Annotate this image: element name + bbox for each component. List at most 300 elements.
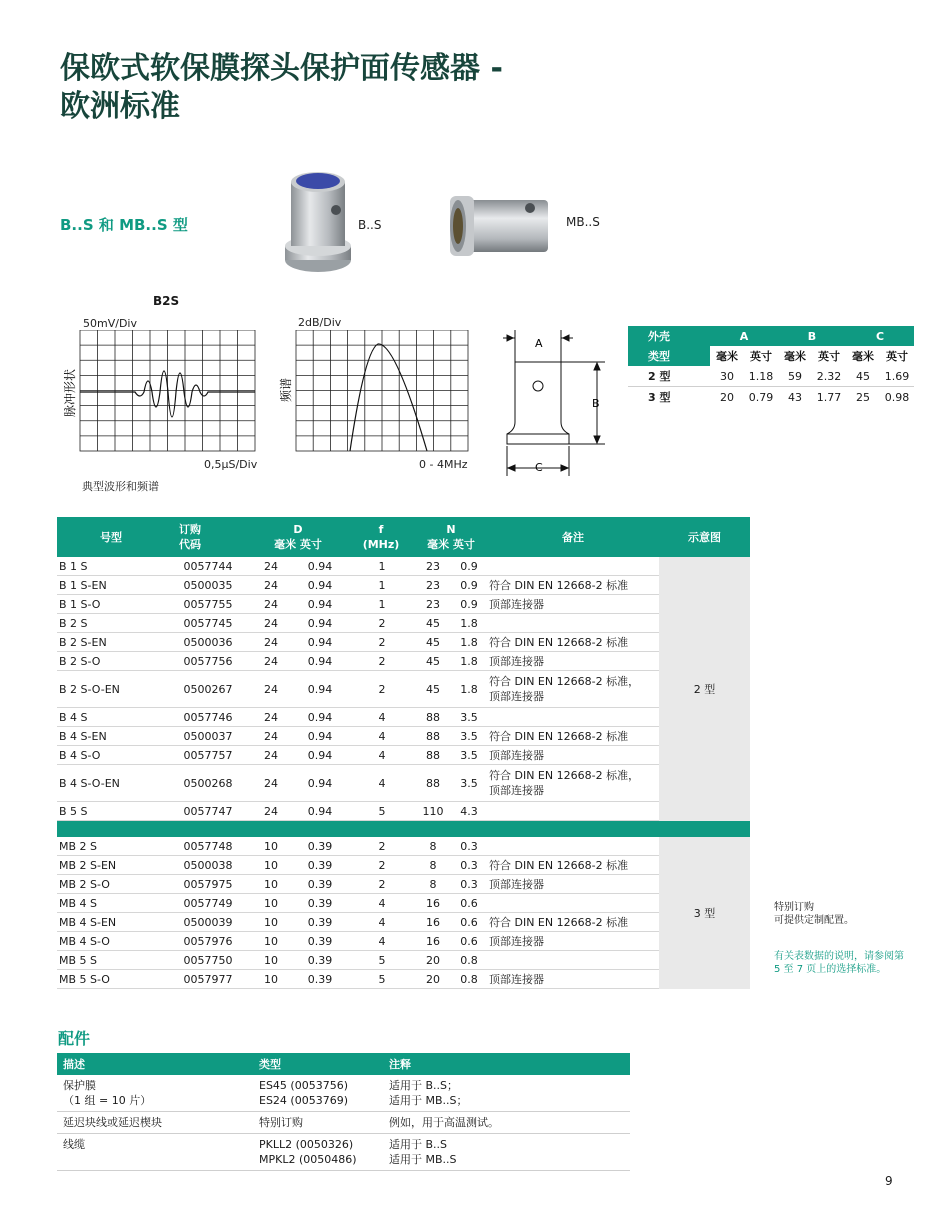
- remark-cell: [487, 614, 659, 633]
- dims-value: 43: [788, 390, 802, 404]
- dimension-table: [628, 326, 914, 407]
- col-f: [347, 517, 415, 557]
- accessory-note-line: 适用于 B..S；: [389, 1079, 459, 1092]
- n-mm-cell: 16: [415, 932, 449, 951]
- d-inch-cell: 0.94: [291, 614, 347, 633]
- pulse-scale-label: 50mV/Div: [83, 317, 137, 330]
- d-inch-cell: 0.39: [291, 970, 347, 989]
- d-mm-cell: 24: [249, 746, 291, 765]
- spectrum-grid: [296, 330, 468, 451]
- model-cell: B 1 S-EN: [57, 576, 165, 595]
- d-mm-cell: 10: [249, 970, 291, 989]
- d-mm-cell: 10: [249, 837, 291, 856]
- accessories-heading: 配件: [58, 1029, 91, 1048]
- page-title-line2: 欧洲标准: [60, 89, 180, 124]
- model-cell: B 2 S-EN: [57, 633, 165, 652]
- d-inch-cell: 0.94: [291, 727, 347, 746]
- group-separator: [57, 821, 750, 838]
- dim-label-a: A: [535, 337, 543, 350]
- dims-value: 1.69: [880, 366, 914, 387]
- dims-value: 45: [846, 366, 880, 387]
- col-diagram: 示意图: [659, 517, 750, 557]
- remark-line: 符合 DIN EN 12668-2 标准: [489, 858, 629, 872]
- table-row: [57, 576, 750, 595]
- dimension-drawing: [495, 330, 610, 478]
- accessory-row: [57, 1134, 630, 1171]
- model-cell: B 2 S: [57, 614, 165, 633]
- acc-col-type: 类型: [253, 1053, 383, 1075]
- remark-cell: [487, 595, 659, 614]
- d-inch-cell: 0.94: [291, 802, 347, 821]
- dims-unit: 毫米: [778, 346, 812, 366]
- order-code-cell: 0500039: [165, 913, 249, 932]
- accessory-type-cell: [253, 1134, 383, 1171]
- special-order-note: [774, 901, 854, 927]
- remark-cell: [487, 837, 659, 856]
- remark-line: 顶部连接器: [489, 934, 544, 948]
- bs-label: B..S: [358, 218, 382, 232]
- remark-cell: [487, 856, 659, 875]
- d-inch-cell: 0.94: [291, 633, 347, 652]
- n-mm-cell: 8: [415, 875, 449, 894]
- dims-type-header-1: 外壳: [628, 326, 710, 346]
- remark-cell: [487, 951, 659, 970]
- n-mm-cell: 45: [415, 652, 449, 671]
- remark-cell: [487, 652, 659, 671]
- d-mm-cell: 24: [249, 595, 291, 614]
- n-mm-cell: 20: [415, 970, 449, 989]
- model-cell: B 1 S: [57, 557, 165, 576]
- col-model: 号型: [57, 517, 165, 557]
- accessory-type-line: ES45 (0053756): [259, 1079, 348, 1092]
- frequency-cell: 4: [347, 727, 415, 746]
- order-code-cell: 0057757: [165, 746, 249, 765]
- waveform-heading: B2S: [153, 294, 180, 308]
- frequency-cell: 2: [347, 652, 415, 671]
- table-row: [57, 633, 750, 652]
- reference-note: [774, 950, 904, 976]
- remark-cell: [487, 875, 659, 894]
- accessories-rows: [57, 1075, 630, 1171]
- remark-line: 符合 DIN EN 12668-2 标准: [489, 915, 629, 929]
- remark-line: 符合 DIN EN 12668-2 标准: [489, 578, 629, 592]
- n-inch-cell: 3.5: [449, 727, 487, 746]
- d-inch-cell: 0.39: [291, 913, 347, 932]
- dims-unit: 英寸: [812, 346, 846, 366]
- remark-line: 顶部连接器: [489, 690, 544, 703]
- d-inch-cell: 0.94: [291, 576, 347, 595]
- accessory-type-line: MPKL2 (0050486): [259, 1153, 357, 1166]
- n-inch-cell: 0.9: [449, 557, 487, 576]
- n-inch-cell: 0.3: [449, 856, 487, 875]
- mbs-probe-image: [446, 192, 552, 260]
- order-code-cell: 0500268: [165, 765, 249, 802]
- model-cell: B 4 S-EN: [57, 727, 165, 746]
- model-cell: B 4 S-O-EN: [57, 765, 165, 802]
- n-inch-cell: 0.6: [449, 913, 487, 932]
- accessory-note-line: 例如，用于高温测试。: [389, 1116, 499, 1129]
- accessory-type-cell: [253, 1075, 383, 1112]
- frequency-cell: 4: [347, 894, 415, 913]
- model-cell: MB 2 S: [57, 837, 165, 856]
- table-row: [57, 802, 750, 821]
- group1-rows: [57, 557, 750, 821]
- n-inch-cell: 0.8: [449, 970, 487, 989]
- col-order-line1: 订购: [179, 523, 201, 536]
- n-inch-cell: 0.9: [449, 576, 487, 595]
- model-cell: B 2 S-O-EN: [57, 671, 165, 708]
- frequency-cell: 4: [347, 932, 415, 951]
- n-mm-cell: 8: [415, 856, 449, 875]
- dims-value: 1.18: [744, 366, 778, 387]
- special-order-line2: 可提供定制配置。: [774, 915, 854, 926]
- col-f-line1: f: [378, 523, 384, 536]
- frequency-cell: 1: [347, 576, 415, 595]
- remark-line: 符合 DIN EN 12668-2 标准，: [489, 675, 640, 688]
- n-inch-cell: 0.3: [449, 837, 487, 856]
- accessory-note-cell: [383, 1134, 630, 1171]
- group2-rows: [57, 837, 750, 989]
- d-inch-cell: 0.39: [291, 932, 347, 951]
- dims-row: [628, 387, 914, 408]
- dims-value: 25: [856, 390, 870, 404]
- pulse-axis-label: 脉冲形状: [63, 368, 77, 418]
- accessory-desc-cell: [57, 1075, 253, 1112]
- d-mm-cell: 10: [249, 894, 291, 913]
- model-cell: MB 4 S-EN: [57, 913, 165, 932]
- order-code-cell: 0057746: [165, 708, 249, 727]
- remark-line: 顶部连接器: [489, 784, 544, 797]
- accessory-desc-line: 延迟块线或延迟楔块: [63, 1116, 162, 1129]
- table-row: [57, 951, 750, 970]
- frequency-cell: 4: [347, 708, 415, 727]
- frequency-cell: 2: [347, 671, 415, 708]
- remark-cell: [487, 802, 659, 821]
- n-mm-cell: 23: [415, 576, 449, 595]
- model-cell: B 5 S: [57, 802, 165, 821]
- series-subtitle: B..S 和 MB..S 型: [60, 216, 188, 234]
- separator-bar: [57, 821, 750, 838]
- frequency-cell: 4: [347, 913, 415, 932]
- n-mm-cell: 88: [415, 727, 449, 746]
- col-order-code: [165, 517, 249, 557]
- acc-col-note: 注释: [383, 1053, 630, 1075]
- order-code-cell: 0057747: [165, 802, 249, 821]
- d-inch-cell: 0.39: [291, 894, 347, 913]
- frequency-cell: 2: [347, 837, 415, 856]
- order-code-cell: 0500267: [165, 671, 249, 708]
- n-inch-cell: 3.5: [449, 708, 487, 727]
- accessory-note-line: 适用于 MB..S: [389, 1153, 457, 1166]
- diagram-type-cell: 3 型: [659, 837, 750, 989]
- order-code-cell: 0057976: [165, 932, 249, 951]
- dims-unit: 毫米: [710, 346, 744, 366]
- accessory-desc-line: 保护膜: [63, 1079, 96, 1092]
- d-mm-cell: 10: [249, 856, 291, 875]
- n-mm-cell: 110: [415, 802, 449, 821]
- accessory-row: [57, 1075, 630, 1112]
- n-inch-cell: 1.8: [449, 614, 487, 633]
- frequency-cell: 5: [347, 970, 415, 989]
- model-cell: MB 5 S: [57, 951, 165, 970]
- d-mm-cell: 10: [249, 913, 291, 932]
- accessory-type-cell: [253, 1112, 383, 1134]
- diagram-type-cell: 2 型: [659, 557, 750, 821]
- col-d: [249, 517, 347, 557]
- n-inch-cell: 0.6: [449, 932, 487, 951]
- order-code-cell: 0057755: [165, 595, 249, 614]
- n-mm-cell: 16: [415, 894, 449, 913]
- n-inch-cell: 0.9: [449, 595, 487, 614]
- spectrum-scale-label: 2dB/Div: [298, 316, 342, 329]
- col-n: [415, 517, 487, 557]
- order-code-cell: 0057750: [165, 951, 249, 970]
- n-mm-cell: 23: [415, 595, 449, 614]
- page-title-line1: 保欧式软保膜探头保护面传感器 -: [60, 51, 503, 86]
- col-n-line1: N: [446, 523, 456, 536]
- accessory-desc-line: （1 组 = 10 片）: [63, 1094, 152, 1107]
- frequency-cell: 2: [347, 856, 415, 875]
- accessory-desc-line: 线缆: [63, 1138, 85, 1151]
- accessory-note-cell: [383, 1075, 630, 1112]
- order-code-cell: 0500035: [165, 576, 249, 595]
- frequency-cell: 5: [347, 802, 415, 821]
- reference-line2: 5 至 7 页上的选择标准。: [774, 964, 887, 975]
- col-d-line1: D: [293, 523, 303, 536]
- remark-cell: [487, 708, 659, 727]
- dims-row: [628, 366, 914, 387]
- n-inch-cell: 0.6: [449, 894, 487, 913]
- waveform-figures: [60, 330, 480, 454]
- d-mm-cell: 24: [249, 765, 291, 802]
- model-cell: MB 2 S-EN: [57, 856, 165, 875]
- n-mm-cell: 88: [415, 765, 449, 802]
- d-inch-cell: 0.94: [291, 595, 347, 614]
- table-row: [57, 652, 750, 671]
- dims-value: 20: [720, 390, 734, 404]
- n-mm-cell: 8: [415, 837, 449, 856]
- order-code-cell: 0057745: [165, 614, 249, 633]
- dims-unit: 英寸: [880, 346, 914, 366]
- frequency-cell: 2: [347, 614, 415, 633]
- reference-line1: 有关表数据的说明，请参阅第: [774, 951, 904, 962]
- d-inch-cell: 0.39: [291, 856, 347, 875]
- accessory-type-line: 特别订购: [259, 1116, 303, 1129]
- n-mm-cell: 88: [415, 708, 449, 727]
- dim-label-b: B: [592, 397, 600, 410]
- dims-value: 2.32: [812, 366, 846, 387]
- dims-unit: 英寸: [744, 346, 778, 366]
- d-mm-cell: 24: [249, 576, 291, 595]
- model-cell: B 1 S-O: [57, 595, 165, 614]
- accessory-note-line: 适用于 B..S: [389, 1138, 448, 1151]
- n-mm-cell: 45: [415, 671, 449, 708]
- d-mm-cell: 10: [249, 875, 291, 894]
- d-mm-cell: 24: [249, 708, 291, 727]
- spectrum-axis-label: 频谱: [279, 377, 293, 403]
- n-inch-cell: 1.8: [449, 652, 487, 671]
- accessory-desc-cell: [57, 1112, 253, 1134]
- d-inch-cell: 0.39: [291, 951, 347, 970]
- accessory-desc-cell: [57, 1134, 253, 1171]
- remark-cell: [487, 746, 659, 765]
- remark-cell: [487, 970, 659, 989]
- remark-line: 顶部连接器: [489, 597, 544, 611]
- remark-cell: [487, 727, 659, 746]
- d-inch-cell: 0.39: [291, 875, 347, 894]
- mbs-label: MB..S: [566, 215, 600, 229]
- special-order-line1: 特别订购: [774, 902, 814, 913]
- remark-cell: [487, 576, 659, 595]
- order-code-cell: 0500038: [165, 856, 249, 875]
- model-cell: B 4 S-O: [57, 746, 165, 765]
- accessory-note-line: 适用于 MB..S；: [389, 1094, 468, 1107]
- order-code-cell: 0057748: [165, 837, 249, 856]
- d-inch-cell: 0.94: [291, 708, 347, 727]
- order-code-cell: 0057977: [165, 970, 249, 989]
- table-row: [57, 856, 750, 875]
- remark-cell: [487, 894, 659, 913]
- d-mm-cell: 10: [249, 932, 291, 951]
- table-row: [57, 614, 750, 633]
- remark-cell: [487, 913, 659, 932]
- dims-group-a: A: [710, 326, 778, 346]
- order-code-cell: 0057744: [165, 557, 249, 576]
- order-code-cell: 0057749: [165, 894, 249, 913]
- d-mm-cell: 24: [249, 557, 291, 576]
- table-row: [57, 932, 750, 951]
- d-inch-cell: 0.94: [291, 557, 347, 576]
- d-inch-cell: 0.94: [291, 746, 347, 765]
- col-n-line2: 毫米 英寸: [427, 538, 475, 551]
- d-mm-cell: 24: [249, 633, 291, 652]
- accessories-table: [57, 1053, 630, 1171]
- table-row: [57, 970, 750, 989]
- d-mm-cell: 24: [249, 802, 291, 821]
- remark-cell: [487, 557, 659, 576]
- model-cell: B 4 S: [57, 708, 165, 727]
- frequency-cell: 4: [347, 746, 415, 765]
- acc-col-desc: 描述: [57, 1053, 253, 1075]
- accessory-type-line: PKLL2 (0050326): [259, 1138, 354, 1151]
- table-row: [57, 727, 750, 746]
- accessory-type-line: ES24 (0053769): [259, 1094, 348, 1107]
- pulse-time-label: 0,5μS/Div: [204, 458, 258, 471]
- dims-value: 59: [778, 366, 812, 387]
- frequency-cell: 4: [347, 765, 415, 802]
- model-cell: MB 4 S: [57, 894, 165, 913]
- waveform-caption: 典型波形和频谱: [82, 480, 159, 493]
- remark-cell: [487, 671, 659, 708]
- n-inch-cell: 1.8: [449, 671, 487, 708]
- order-code-cell: 0500036: [165, 633, 249, 652]
- bs-probe-image: [278, 162, 358, 274]
- frequency-cell: 1: [347, 557, 415, 576]
- d-mm-cell: 24: [249, 614, 291, 633]
- n-mm-cell: 45: [415, 614, 449, 633]
- order-code-cell: 0057975: [165, 875, 249, 894]
- col-f-line2: (MHz): [362, 538, 400, 551]
- remark-line: 顶部连接器: [489, 877, 544, 891]
- accessory-row: [57, 1112, 630, 1134]
- d-mm-cell: 24: [249, 652, 291, 671]
- model-cell: B 2 S-O: [57, 652, 165, 671]
- probe-table: [57, 517, 750, 989]
- n-mm-cell: 20: [415, 951, 449, 970]
- n-mm-cell: 45: [415, 633, 449, 652]
- table-row: [57, 595, 750, 614]
- d-inch-cell: 0.94: [291, 671, 347, 708]
- dims-type-header-2: 类型: [628, 346, 710, 366]
- dims-value: 0.98: [884, 390, 910, 404]
- dims-type: 2 型: [628, 366, 710, 387]
- table-row: [57, 557, 750, 576]
- table-row: [57, 746, 750, 765]
- n-inch-cell: 0.3: [449, 875, 487, 894]
- d-mm-cell: 24: [249, 727, 291, 746]
- model-cell: MB 4 S-O: [57, 932, 165, 951]
- remark-line: 符合 DIN EN 12668-2 标准，: [489, 769, 640, 782]
- remark-line: 符合 DIN EN 12668-2 标准: [489, 729, 629, 743]
- table-row: [57, 913, 750, 932]
- n-mm-cell: 16: [415, 913, 449, 932]
- col-d-line2: 毫米 英寸: [274, 538, 322, 551]
- frequency-cell: 1: [347, 595, 415, 614]
- dim-label-c: C: [535, 461, 543, 474]
- spectrum-freq-label: 0 - 4MHz: [419, 458, 468, 471]
- dims-group-b: B: [778, 326, 846, 346]
- table-row: [57, 894, 750, 913]
- d-mm-cell: 10: [249, 951, 291, 970]
- remark-line: 符合 DIN EN 12668-2 标准: [489, 635, 629, 649]
- page-number: 9: [885, 1174, 893, 1188]
- remark-line: 顶部连接器: [489, 654, 544, 668]
- d-inch-cell: 0.94: [291, 765, 347, 802]
- model-cell: MB 2 S-O: [57, 875, 165, 894]
- n-inch-cell: 1.8: [449, 633, 487, 652]
- dims-group-c: C: [846, 326, 914, 346]
- table-row: [57, 837, 750, 856]
- order-code-cell: 0500037: [165, 727, 249, 746]
- remark-cell: [487, 633, 659, 652]
- frequency-cell: 2: [347, 875, 415, 894]
- n-inch-cell: 0.8: [449, 951, 487, 970]
- remark-cell: [487, 932, 659, 951]
- n-inch-cell: 3.5: [449, 746, 487, 765]
- dims-unit: 毫米: [846, 346, 880, 366]
- dims-type: 3 型: [648, 391, 671, 404]
- remark-cell: [487, 765, 659, 802]
- d-inch-cell: 0.94: [291, 652, 347, 671]
- remark-line: 顶部连接器: [489, 972, 544, 986]
- table-row: [57, 708, 750, 727]
- col-order-line2: 代码: [179, 538, 201, 551]
- table-row: [57, 765, 750, 802]
- n-inch-cell: 3.5: [449, 765, 487, 802]
- page-title: [60, 50, 503, 126]
- dims-value: 1.77: [816, 390, 842, 404]
- dims-value: 30: [710, 366, 744, 387]
- accessory-note-cell: [383, 1112, 630, 1134]
- col-remark: 备注: [487, 517, 659, 557]
- frequency-cell: 2: [347, 633, 415, 652]
- table-row: [57, 875, 750, 894]
- d-inch-cell: 0.39: [291, 837, 347, 856]
- d-mm-cell: 24: [249, 671, 291, 708]
- n-mm-cell: 23: [415, 557, 449, 576]
- remark-line: 顶部连接器: [489, 748, 544, 762]
- n-inch-cell: 4.3: [449, 802, 487, 821]
